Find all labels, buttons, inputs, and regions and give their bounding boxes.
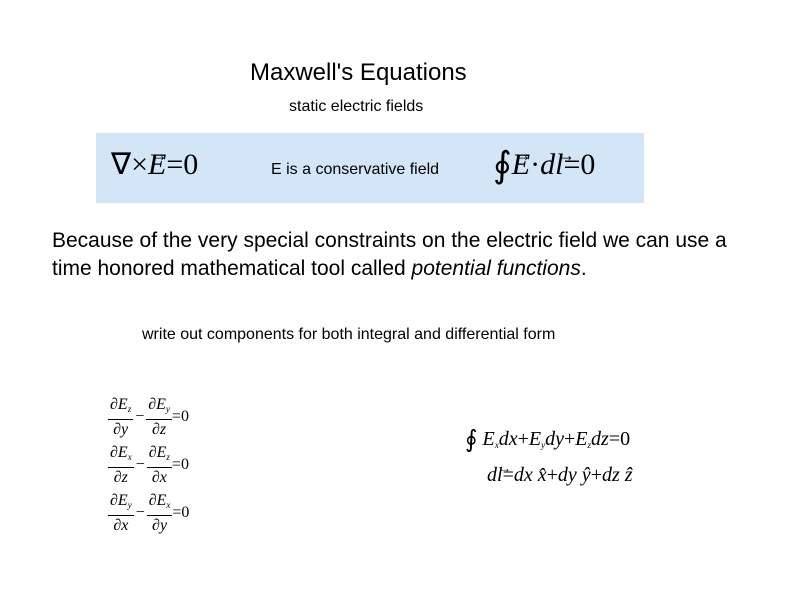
differential-equation-row: $\frac{\partial E_y}{\partial x}$ − $\frac{\partial E_x}{\partial y}$ =0 <box>110 492 190 534</box>
components-note: write out components for both integral and differential form <box>142 326 556 343</box>
curl-equation: ∇×→ E=0 <box>111 147 198 183</box>
slide-title: Maxwell's Equations <box>250 59 467 86</box>
conservative-field-note: E is a conservative field <box>271 161 440 178</box>
paragraph-text: Because of the very special constraints on the electric field we can use a time honored mathematical tool called <box>52 229 727 280</box>
integral-form-equations <box>465 424 633 490</box>
differential-equation-row: $\frac{\partial E_x}{\partial z}$ − $\frac{\partial E_z}{\partial x}$ =0 <box>110 444 189 486</box>
paragraph-emphasis: potential functions <box>411 257 581 280</box>
differential-equation-row: $\frac{\partial E_z}{\partial y}$ − $\frac{\partial E_y}{\partial z}$ =0 <box>110 396 189 438</box>
potential-functions-paragraph <box>52 227 752 283</box>
integral-components-equation: ∮ $E_xdx+E_ydy+E_zdz=0$ <box>465 427 631 453</box>
loop-integral-equation: ∮→ E·d→ l=0 <box>493 146 595 184</box>
slide-subtitle: static electric fields <box>289 98 424 115</box>
line-element-equation: d→ l=dx x̂+dy ŷ+dz ẑ <box>465 460 633 490</box>
differential-form-equations <box>108 393 189 537</box>
paragraph-end: . <box>580 257 587 280</box>
